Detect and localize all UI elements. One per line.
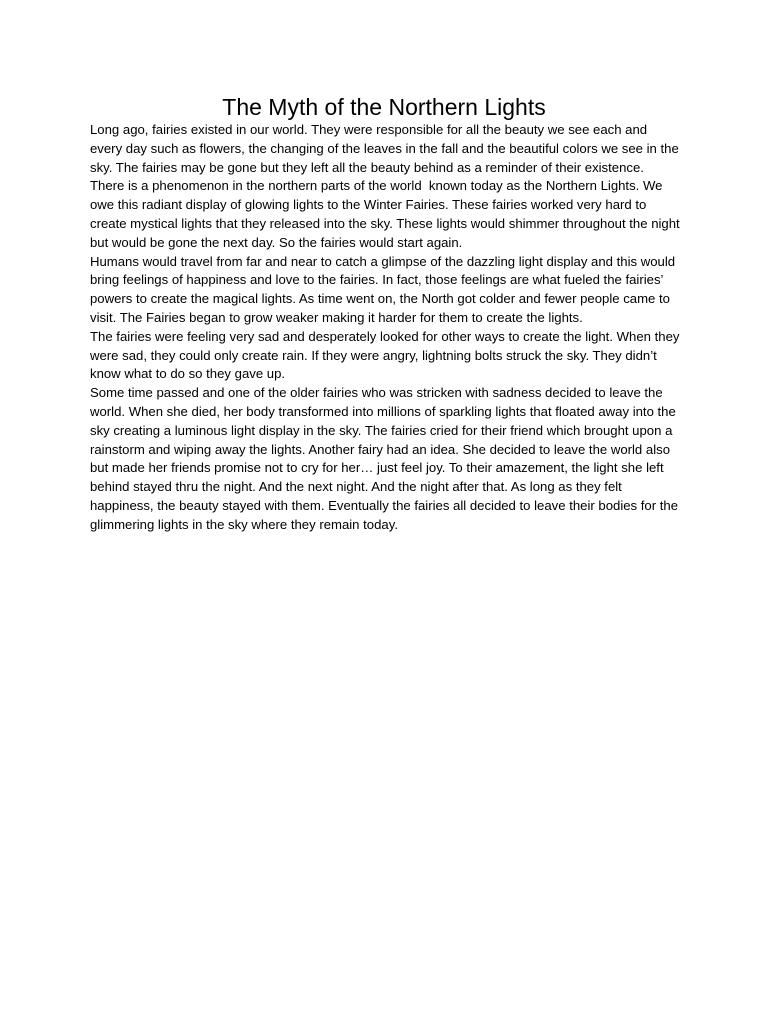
paragraph-4: The fairies were feeling very sad and desperately looked for other ways to create the light. When they were sad, they could only create rain. If they were angry, lightning bolts struck the sky. They didn’t know what to do so they gave up.: [90, 328, 684, 382]
document-body: [90, 121, 682, 535]
document-title: The Myth of the Northern Lights: [222, 94, 546, 120]
paragraph-5: Some time passed and one of the older fairies who was stricken with sadness decided to leave the world. When she died, her body transformed into millions of sparkling lights that floated away into the sky creating a luminous light display in the sky. The fairies cried for their friend which brought upon a rainstorm and wiping away the lights. Another fairy had an idea. She decided to leave the world also but made her friends promise not to cry for her… just feel joy. To their amazement, the light she left behind stayed thru the night. And the next night. And the night after that. As long as they felt happiness, the beauty stayed with them. Eventually the fairies all decided to leave their bodies for the glimmering lights in the sky where they remain today.: [90, 385, 682, 532]
paragraph-3: Humans would travel from far and near to catch a glimpse of the dazzling light display and this would bring feelings of happiness and love to the fairies. In fact, those feelings are what fueled the fairies’ powers to create the magical lights. As time went on, the North got colder and fewer people came to visit. The Fairies began to grow weaker making it harder for them to create the lights.: [90, 253, 679, 325]
paragraph-1: Long ago, fairies existed in our world. They were responsible for all the beauty we see each and every day such as flowers, the changing of the leaves in the fall and the beautiful colors we see in the sky. The fairies may be gone but they left all the beauty behind as a reminder of their existence.: [90, 122, 683, 175]
paragraph-2: There is a phenomenon in the northern parts of the world known today as the Northern Lights. We owe this radiant display of glowing lights to the Winter Fairies. These fairies worked very hard to create mystical lights that they released into the sky. These lights would shimmer throughout the night but would be gone the next day. So the fairies would start again.: [90, 178, 684, 250]
